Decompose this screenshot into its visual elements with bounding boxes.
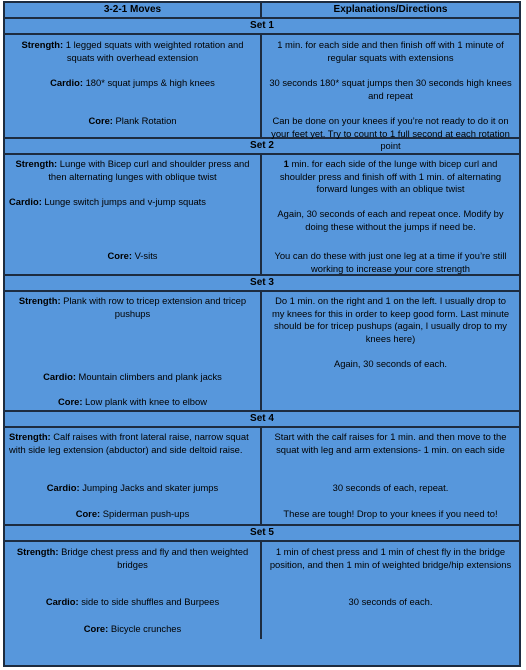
- header-explanations: Explanations/Directions: [333, 4, 448, 15]
- set-4-expl-core: These are tough! Drop to your knees if you need to!: [283, 508, 498, 519]
- set-5-title: Set 5: [5, 526, 519, 542]
- set-3-explanations: [262, 292, 519, 410]
- set-5-moves: [5, 542, 262, 639]
- set-2-core: Core: V-sits: [107, 250, 158, 261]
- set-4-explanations: [262, 428, 519, 524]
- set-2-expl-core: You can do these with just one leg at a time if you’re still working to increase your core strength: [274, 250, 507, 274]
- set-2-strength: Strength: Lunge with Bicep curl and shoulder press and then alternating lunges with oblique twist: [15, 158, 250, 182]
- set-1-core: Core: Plank Rotation: [88, 115, 177, 126]
- set-4-title: Set 4: [5, 412, 519, 428]
- set-2-moves: [5, 155, 262, 274]
- set-3-expl-cardio: Again, 30 seconds of each.: [333, 358, 448, 369]
- set-3-title: Set 3: [5, 276, 519, 292]
- set-5-expl-cardio: 30 seconds of each.: [348, 596, 433, 607]
- set-1-cardio: Cardio: 180* squat jumps & high knees: [50, 77, 215, 88]
- set-5-strength: Strength: Bridge chest press and fly and then weighted bridges: [16, 546, 249, 570]
- set-2-cardio: Cardio: Lunge switch jumps and v-jump squats: [9, 196, 206, 207]
- set-2-explanations: [262, 155, 519, 274]
- set-3-cardio: Cardio: Mountain climbers and plank jacks: [43, 371, 222, 382]
- table-header: [5, 3, 519, 19]
- set-4-cardio: Cardio: Jumping Jacks and skater jumps: [46, 482, 219, 493]
- workout-table: [3, 1, 521, 667]
- set-1-moves: [5, 35, 262, 137]
- set-5-row: [5, 542, 519, 639]
- set-1-title: Set 1: [5, 19, 519, 35]
- set-3-moves: [5, 292, 262, 410]
- set-4-moves: [5, 428, 262, 524]
- set-2-expl-strength: 1 min. for each side of the lunge with bicep curl and shoulder press and finish off with 1 min. of alternating forward lunges with an oblique twist: [279, 158, 502, 194]
- set-2-title: Set 2: [5, 139, 519, 155]
- set-1-expl-core: Can be done on your knees if you’re not ready to do it on your feet yet. Try to count to 1 full second at each rotation point: [271, 115, 510, 151]
- set-3-strength: Strength: Plank with row to tricep extension and tricep pushups: [18, 295, 247, 319]
- set-5-expl-strength: 1 min of chest press and 1 min of chest fly in the bridge position, and then 1 min of weighted bridge/hip extensions: [269, 546, 512, 570]
- set-2-row: [5, 155, 519, 276]
- set-4-core: Core: Spiderman push-ups: [75, 508, 190, 519]
- set-1-expl-strength: 1 min. for each side and then finish off with 1 minute of regular squats with extensions: [277, 39, 504, 63]
- set-4-expl-strength: Start with the calf raises for 1 min. and then move to the squat with leg and arm extensions- 1 min. on each side: [274, 431, 507, 455]
- set-3-expl-strength: Do 1 min. on the right and 1 on the left. I usually drop to my knees for this in order to keep good form. Last minute should be for tricep pushups (again, I usually drop to my knees here): [271, 295, 510, 344]
- set-4-strength: Strength: Calf raises with front lateral raise, narrow squat with side leg extension (abductor) and side deltoid raise.: [9, 431, 249, 455]
- set-2-expl-cardio: Again, 30 seconds of each and repeat once. Modify by doing these without the jumps if need be.: [277, 208, 504, 232]
- header-moves: 3-2-1 Moves: [5, 3, 262, 17]
- set-5-core: Core: Bicycle crunches: [83, 623, 182, 634]
- set-1-expl-cardio: 30 seconds 180* squat jumps then 30 seconds high knees and repeat: [269, 77, 512, 101]
- set-3-row: [5, 292, 519, 412]
- set-4-row: [5, 428, 519, 526]
- set-4-expl-cardio: 30 seconds of each, repeat.: [332, 482, 449, 493]
- set-1-strength: Strength: 1 legged squats with weighted rotation and squats with overhead extension: [21, 39, 244, 63]
- set-5-explanations: [262, 542, 519, 639]
- set-3-core: Core: Low plank with knee to elbow: [57, 396, 208, 407]
- set-5-cardio: Cardio: side to side shuffles and Burpees: [45, 596, 220, 607]
